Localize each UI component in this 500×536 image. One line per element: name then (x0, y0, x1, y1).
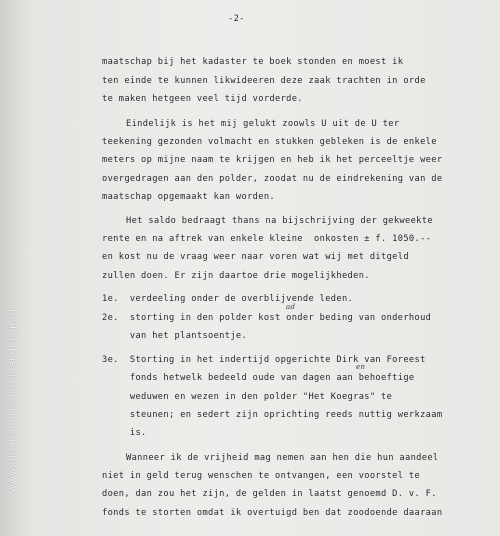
text-line: teekening gezonden volmacht en stukken gebleken is de enkele (102, 137, 437, 147)
watermark-text: www.julianadorp-parelvandekop.nl (7, 308, 19, 493)
text-line: fonds te storten omdat ik overtuigd ben dat zoodoende daaraan (102, 508, 443, 518)
list-item-continuation: van het plantsoentje. (102, 331, 248, 341)
text-line: zullen doen. Er zijn daartoe drie mogelijkheden. (102, 271, 370, 281)
list-item: 3e. Storting in het indertijd opgerichte Dirk van Foreest (102, 355, 426, 365)
text-line: maatschap bij het kadaster te boek stonden en moest ik (102, 57, 404, 67)
text-line: rente en na aftrek van enkele kleine onkosten ± f. 1050.-- (102, 234, 432, 244)
list-item-continuation: is. (102, 428, 147, 438)
text-line: overgedragen aan den polder, zoodat nu de eindrekening van de (102, 174, 443, 184)
list-item-continuation: fonds hetwelk bedeeld oude van dagen aan behoeftige (102, 373, 415, 383)
text-line: Wanneer ik de vrijheid mag nemen aan hen die hun aandeel (126, 453, 439, 463)
handwritten-insert: en (356, 363, 366, 371)
list-item-continuation: weduwen en wezen in den polder "Het Koegras" te (102, 392, 393, 402)
list-item-continuation: steunen; en sedert zijn oprichting reeds nuttig werkzaam (102, 410, 443, 420)
text-line: Het saldo bedraagt thans na bijschrijving der gekweekte (126, 216, 433, 226)
text-line: ten einde te kunnen likwideeren deze zaak trachten in orde (102, 76, 426, 86)
page-number: -2- (228, 14, 245, 24)
list-item: 2e. storting in den polder kost onder beding van onderhoud (102, 313, 432, 323)
text-line: niet in geld terug wenschen te ontvangen, een voorstel te (102, 471, 421, 481)
text-line: Eindelijk is het mij gelukt zoowls U uit de U ter (126, 119, 400, 129)
list-item: 1e. verdeeling onder de overblijvende leden. (102, 294, 354, 304)
handwritten-insert: ad (286, 303, 296, 311)
text-line: doen, dan zou het zijn, de gelden in laatst genoemd D. v. F. (102, 489, 437, 499)
text-line: maatschap opgemaakt kan worden. (102, 192, 275, 202)
text-line: en kost nu de vraag weer naar voren wat wij met ditgeld (102, 252, 409, 262)
text-line: meters op mijne naam te krijgen en heb ik het perceeltje weer (102, 155, 443, 165)
text-line: te maken hetgeen veel tijd vorderde. (102, 94, 303, 104)
